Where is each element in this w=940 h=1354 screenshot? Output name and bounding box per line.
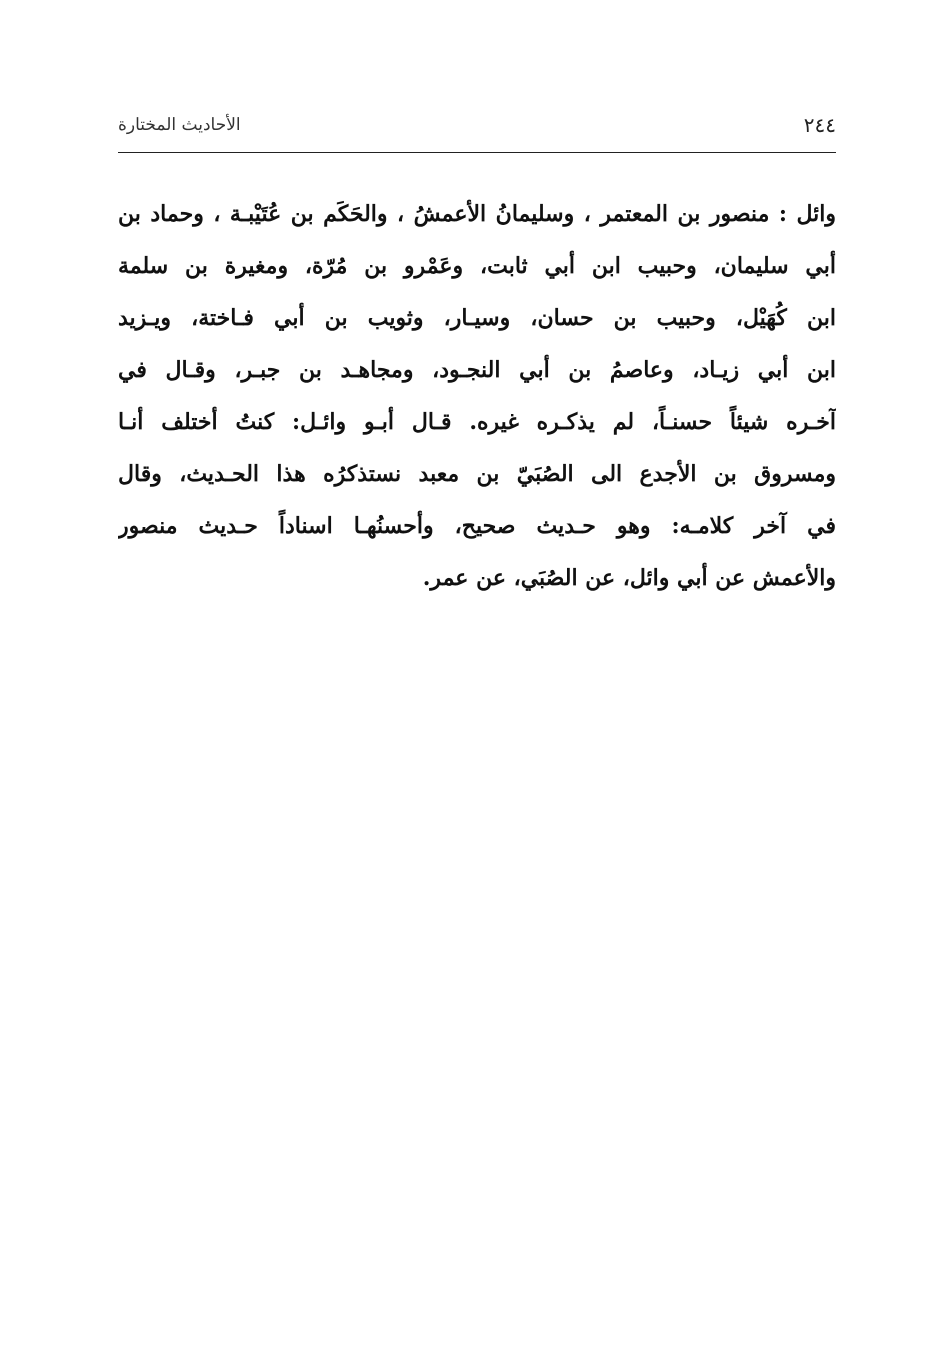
- text-line: ابن كُهَيْل، وحبيب بن حسان، وسيـار، وثويب بن أبي فـاختة، ويـزيد: [118, 305, 836, 331]
- text-line: أبي سليمان، وحبيب ابن أبي ثابت، وعَمْرو بن مُرّة، ومغيرة بن سلمة: [118, 253, 836, 279]
- text-line: ابن أبي زيـاد، وعاصمُ بن أبي النجـود، ومجاهـد بن جبـر، وقـال في: [118, 357, 836, 383]
- header-divider: [118, 152, 836, 153]
- text-line: آخـره شيئاً حسنـاً، لم يذكـره غيره. قـال أبـو وائـل: كنتُ أختلف أنـا: [118, 409, 836, 435]
- text-line: وائل : منصور بن المعتمر ، وسليمانُ الأعمشُ ، والحَكَم بن عُتَيْبـة ، وحماد بن: [118, 201, 836, 227]
- text-line-last: والأعمش عن أبي وائل، عن الصُبَي، عن عمر.: [422, 565, 836, 591]
- running-header: [118, 110, 836, 144]
- text-line: ومسروق بن الأجدع الى الصُبَيّ بن معبد نستذكرُه هذا الحـديث، وقال: [118, 461, 836, 487]
- page-number: ٢٤٤: [803, 113, 836, 137]
- text-line: في آخر كلامـه: وهو حـديث صحيح، وأحسنُهـا اسناداً حـديث منصور: [118, 513, 836, 539]
- book-title: الأحاديث المختارة: [118, 115, 241, 135]
- body-text: [118, 188, 836, 604]
